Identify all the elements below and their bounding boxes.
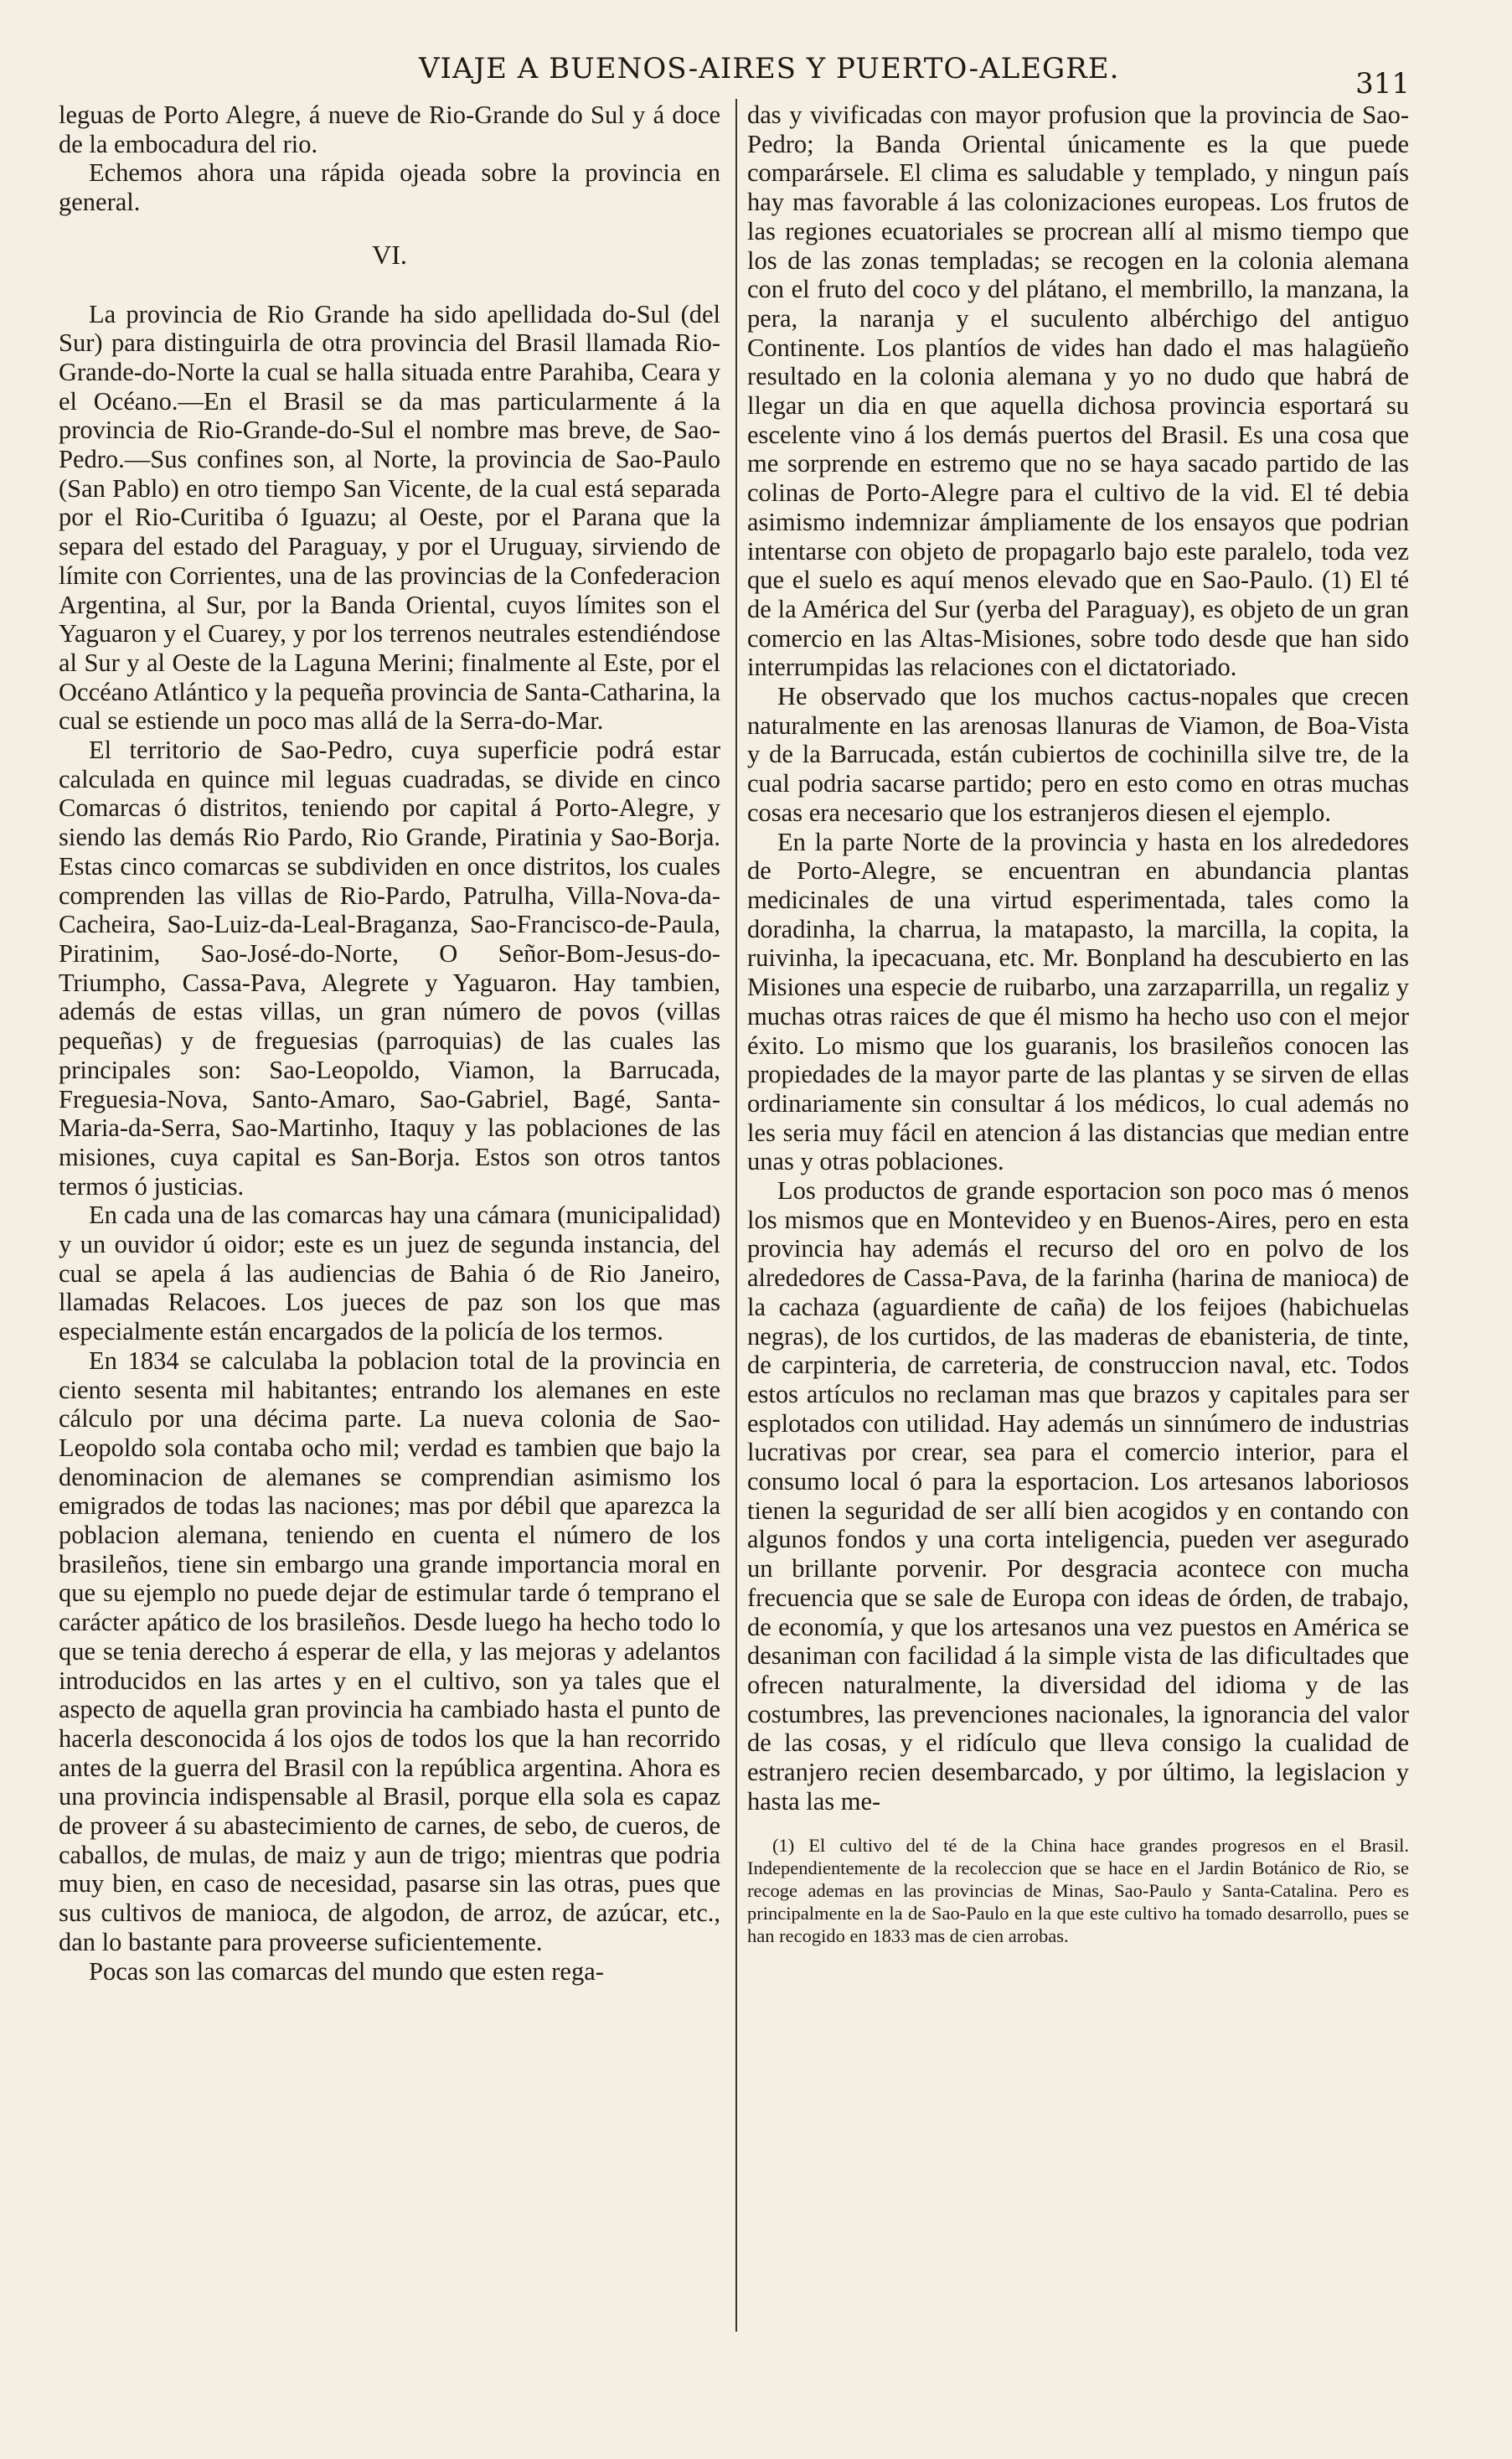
- page-number: 311: [1355, 67, 1410, 101]
- paragraph: Los productos de grande esportacion son poco mas ó menos los mismos que en Montevideo y en Buenos-Aires, pero en esta provincia hay además el recurso del oro en polvo de los alrededores de Cassa-Pava, de la farinha (harina de manioca) de la cachaza (aguardiente de caña) de los feijoes (habichuelas negras), de los curtidos, de las maderas de ebanisteria, de tinte, de carpinteria, de carreteria, de construccion naval, etc. Todos estos artículos no reclaman mas que brazos y capitales para ser esplotados con utilidad. Hay además un sinnúmero de industrias lucrativas por crear, sea para el comercio interior, para el consumo local ó para la esportacion. Los artesanos laboriosos tienen la seguridad de ser allí bien acogidos y en contando con algunos fondos y una corta inteligencia, pueden ver asegurado un brillante porvenir. Por desgracia acontece con mucha frecuencia que se sale de Europa con ideas de órden, de trabajo, de economía, y que los artesanos una vez puestos en América se desaniman con facilidad á la simple vista de las dificultades que ofrecen naturalmente, la diversidad del idioma y de las costumbres, las prevenciones nacionales, la ignorancia del valor de las cosas, y el ridículo que lleva consigo la cualidad de estranjero recien desembarcado, y por último, la legislacion y hasta las me-: [747, 1176, 1409, 1816]
- paragraph: En la parte Norte de la provincia y hasta en los alrededores de Porto-Alegre, se encuentran en abundancia plantas medicinales de una virtud esperimentada, tales como la doradinha, la charrua, la matapasto, la marcilla, la copita, la ruivinha, la ipecacuana, etc. Mr. Bonpland ha descubierto en las Misiones una especie de ruibarbo, una zarzaparrilla, un regaliz y muchas otras raices de que él mismo ha hecho uso con el mejor éxito. Lo mismo que los guaranis, los brasileños conocen las propiedades de la mayor parte de las plantas y se sirven de ellas ordinariamente sin consultar á los médicos, lo cual además no les seria muy fácil en atencion á las distancias que median entre unas y otras poblaciones.: [747, 827, 1409, 1176]
- left-column: [59, 101, 720, 1986]
- paragraph: La provincia de Rio Grande ha sido apellidada do-Sul (del Sur) para distinguirla de otra provincia del Brasil llamada Rio-Grande-do-Norte la cual se halla situada entre Parahiba, Ceara y el Océano.—En el Brasil se da mas particularmente á la provincia de Rio-Grande-do-Sul el nombre mas breve, de Sao-Pedro.—Sus confines son, al Norte, la provincia de Sao-Paulo (San Pablo) en otro tiempo San Vicente, de la cual está separada por el Rio-Curitiba ó Iguazu; al Oeste, por el Parana que la separa del estado del Paraguay, y por el Uruguay, sirviendo de límite con Corrientes, una de las provincias de la Confederacion Argentina, al Sur, por la Banda Oriental, cuyos límites son el Yaguaron y el Cuarey, y por los terrenos neutrales estendiéndose al Sur y al Oeste de la Laguna Merini; finalmente al Este, por el Occéano Atlántico y la pequeña provincia de Santa-Catharina, la cual se estiende un poco mas allá de la Serra-do-Mar.: [59, 299, 720, 736]
- footnote-text: (1) El cultivo del té de la China hace grandes progresos en el Brasil. Independientemente de la recoleccion que se hace en el Jardin Botánico de Rio, se recoge ademas en las provincias de Minas, Sao-Paulo y Santa-Catalina. Pero es principalmente en la de Sao-Paulo en la que este cultivo ha tomado desarrollo, pues se han recogido en 1833 mas de cien arrobas.: [747, 1835, 1409, 1947]
- right-column: [747, 101, 1409, 1947]
- paragraph: Pocas son las comarcas del mundo que esten rega-: [89, 1956, 604, 1986]
- paragraph: leguas de Porto Alegre, á nueve de Rio-Grande do Sul y á doce de la embocadura del rio.: [59, 101, 720, 158]
- running-header: VIAJE A BUENOS-AIRES Y PUERTO-ALEGRE.: [419, 52, 1120, 85]
- paragraph: das y vivificadas con mayor profusion que la provincia de Sao-Pedro; la Banda Oriental únicamente es la que puede comparársele. El clima es saludable y templado, y ningun país hay mas favorable á las colonizaciones europeas. Los frutos de las regiones ecuatoriales se procrean allí al mismo tiempo que los de las zonas templadas; se recogen en la colonia alemana con el fruto del coco y del plátano, el membrillo, la manzana, la pera, la naranja y el suculento albérchigo del antiguo Continente. Los plantíos de vides han dado el mas halagüeño resultado en la colonia alemana y yo no dudo que habrá de llegar un dia en que aquella dichosa provincia esportará su escelente vino á los demás puertos del Brasil. Es una cosa que me sorprende en estremo que no se haya sacado partido de las colinas de Porto-Alegre para el cultivo de la vid. El té debia asimismo indemnizar ámpliamente de los ensayos que podrian intentarse con objeto de propagarlo bajo este paralelo, toda vez que el suelo es aquí menos elevado que en Sao-Paulo. (1) El té de la América del Sur (yerba del Paraguay), es objeto de un gran comercio en las Altas-Misiones, sobre todo desde que han sido interrumpidas las relaciones con el dictatoriado.: [747, 101, 1409, 682]
- paragraph: En cada una de las comarcas hay una cámara (municipalidad) y un ouvidor ú oidor; este es un juez de segunda instancia, del cual se apela á las audiencias de Bahia ó de Rio Janeiro, llamadas Relacoes. Los jueces de paz son los que mas especialmente están encargados de la policía de los termos.: [59, 1201, 720, 1346]
- paragraph: Echemos ahora una rápida ojeada sobre la provincia en general.: [59, 158, 720, 217]
- column-divider: [735, 99, 737, 2332]
- section-heading: VI.: [372, 239, 407, 270]
- paragraph: El territorio de Sao-Pedro, cuya superficie podrá estar calculada en quince mil leguas cuadradas, se divide en cinco Comarcas ó distritos, teniendo por capital á Porto-Alegre, y siendo las demás Rio Pardo, Rio Grande, Piratinia y Sao-Borja. Estas cinco comarcas se subdividen en once distritos, los cuales comprenden las villas de Rio-Pardo, Patrulha, Villa-Nova-da-Cacheira, Sao-Luiz-da-Leal-Braganza, Sao-Francisco-de-Paula, Piratinim, Sao-José-do-Norte, O Señor-Bom-Jesus-do-Triumpho, Cassa-Pava, Alegrete y Yaguaron. Hay tambien, además de estas villas, un gran número de povos (villas pequeñas) y de freguesias (parroquias) de las cuales las principales son: Sao-Leopoldo, Viamon, la Barrucada, Freguesia-Nova, Santo-Amaro, Sao-Gabriel, Bagé, Santa-Maria-da-Serra, Sao-Martinho, Itaquy y las poblaciones de las misiones, cuya capital es San-Borja. Estos son otros tantos termos ó justicias.: [59, 736, 720, 1201]
- paragraph: He observado que los muchos cactus-nopales que crecen naturalmente en las arenosas llanuras de Viamon, de Boa-Vista y de la Barrucada, están cubiertos de cochinilla silve tre, de la cual podria sacarse partido; pero en esto como en otras muchas cosas era necesario que los estranjeros diesen el ejemplo.: [747, 682, 1409, 827]
- footnote: [747, 1834, 1409, 1947]
- paragraph: En 1834 se calculaba la poblacion total de la provincia en ciento sesenta mil habitantes; entrando los alemanes en este cálculo por una décima parte. La nueva colonia de Sao-Leopoldo sola contaba ocho mil; verdad es tambien que bajo la denominacion de alemanes se comprendian asimismo los emigrados de todas las naciones; mas por débil que aparezca la poblacion alemana, teniendo en cuenta el número de los brasileños, tiene sin embargo una grande importancia moral en que su ejemplo no puede dejar de estimular tarde ó temprano el carácter apático de los brasileños. Desde luego ha hecho todo lo que se tenia derecho á esperar de ella, y las mejoras y adelantos introducidos en las artes y en el cultivo, son ya tales que el aspecto de aquella gran provincia ha cambiado hasta el punto de hacerla desconocida á los ojos de todos los que la han recorrido antes de la guerra del Brasil con la república argentina. Ahora es una provincia indispensable al Brasil, porque ella sola es capaz de proveer á su abastecimiento de carnes, de sebo, de cueros, de caballos, de mulas, de maiz y aun de trigo; mientras que podria muy bien, en caso de necesidad, pasarse sin las otras, pues que sus cultivos de manioca, de algodon, de arroz, de azúcar, etc., dan lo bastante para proveerse suficientemente.: [59, 1346, 720, 1956]
